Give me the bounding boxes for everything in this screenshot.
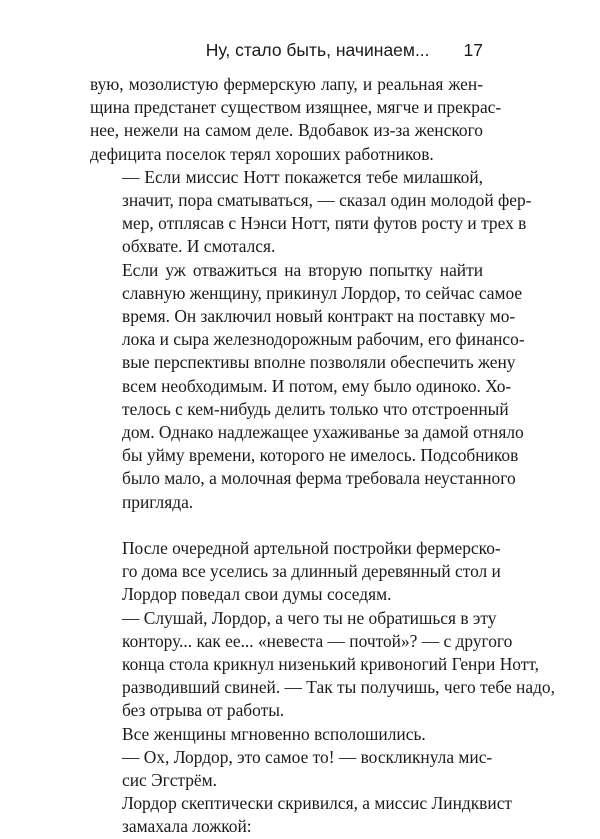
text-line: было мало, а молочная ферма требовала неустанного — [122, 468, 516, 489]
text-line: конца стола крикнул низенький кривоногий Генри Нотт, — [122, 654, 539, 675]
text-line: щина предстанет существом изящнее, мягче и прекрас- — [90, 97, 502, 118]
text-line: обхвате. И смотался. — [122, 236, 276, 257]
text-line: славную женщину, прикинул Лордор, то сейчас самое — [122, 282, 523, 303]
section-2 — [90, 537, 555, 839]
text-line: сис Эгстрём. — [122, 770, 218, 791]
paragraph — [90, 166, 532, 259]
paragraph — [90, 746, 493, 792]
text-line: пригляда. — [122, 491, 194, 512]
text-line: Лордор поведал свои думы соседям. — [122, 584, 392, 605]
text-line: Лордор скептически скривился, а миссис Линдквист — [122, 793, 513, 814]
paragraph — [90, 259, 525, 514]
text-line: Если уж отважиться на вторую попытку найти — [122, 259, 483, 280]
paragraph — [90, 73, 502, 166]
text-line: бы уйму времени, которого не имелось. Подсобников — [122, 445, 519, 466]
text-line: вые перспективы вполне позволяли обеспечить жену — [122, 352, 516, 373]
text-line: разводивший свиней. — Так ты получишь, чего тебе надо, — [122, 677, 555, 698]
text-line: всем необходимым. И потом, ему было одиноко. Хо- — [122, 375, 512, 396]
text-line: — Ох, Лордор, это самое то! — воскликнула мис- — [122, 746, 493, 767]
text-line: нее, нежели на самом деле. Вдобавок из-за женского — [90, 120, 483, 141]
text-line: дом. Однако надлежащее ухаживанье за дамой отняло — [122, 422, 524, 443]
text-line: После очередной артельной постройки фермерско- — [122, 538, 501, 559]
text-line: без отрыва от работы. — [122, 700, 285, 721]
paragraph — [90, 607, 555, 723]
body-text — [90, 73, 555, 839]
text-line: значит, пора сматываться, — сказал один молодой фер- — [122, 190, 532, 211]
text-line: мер, отплясав с Нэнси Нотт, пяти футов росту и трех в — [122, 213, 527, 234]
text-line: вую, мозолистую фермерскую лапу, и реальная жен- — [90, 74, 483, 94]
text-line: Все женщины мгновенно всполошились. — [122, 723, 426, 744]
text-line: го дома все уселись за длинный деревянный стол и — [122, 561, 501, 582]
text-line: лока и сыра железнодорожным рабочим, его финансо- — [122, 329, 525, 350]
text-line: — Если миссис Нотт покажется тебе милашкой, — [122, 166, 483, 187]
text-line: дефицита поселок терял хороших работников. — [90, 143, 434, 164]
text-line: телось с кем-нибудь делить только что отстроенный — [122, 398, 509, 419]
section-break — [90, 514, 483, 537]
section-1 — [90, 73, 532, 514]
running-title: Ну, стало быть, начинаем... — [205, 40, 430, 60]
paragraph — [90, 723, 483, 746]
text-line: контору... как ее... «невеста — почтой»? — с другого — [122, 630, 513, 651]
running-head — [90, 40, 483, 64]
paragraph — [90, 792, 513, 838]
text-line: замахала ложкой: — [122, 816, 252, 837]
page-number: 17 — [463, 40, 483, 60]
text-line: время. Он заключил новый контракт на поставку мо- — [122, 306, 516, 327]
paragraph — [90, 537, 501, 607]
text-line: — Слушай, Лордор, а чего ты не обратишься в эту — [122, 607, 497, 628]
